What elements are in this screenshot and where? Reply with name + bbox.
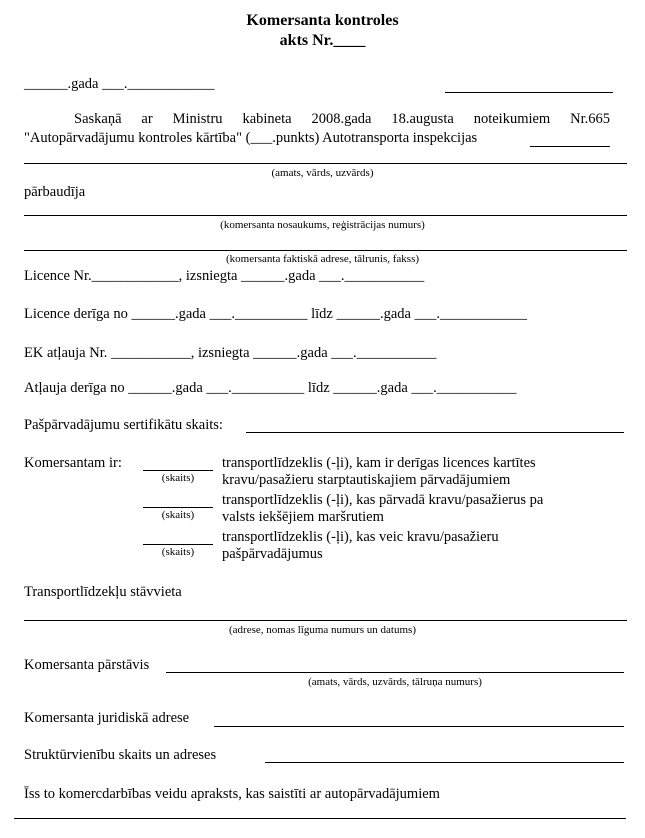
legal-address-label: Komersanta juridiskā adrese xyxy=(24,710,190,726)
company-caption: (komersanta nosaukums, reģistrācijas numurs) xyxy=(220,219,425,231)
official-field[interactable] xyxy=(24,163,627,164)
licence-number-field[interactable]: Licence Nr.____________, izsniegta ______.gada ___.___________ xyxy=(24,268,425,284)
vehicles-international-line2: kravu/pasažieru starptautiskajiem pārvadājumiem xyxy=(222,472,511,488)
vehicles-own-account-line1: transportlīdzeklis (-ļi), kas veic kravu/pasažieru xyxy=(222,529,499,545)
count-field-domestic[interactable] xyxy=(143,507,213,508)
place-field[interactable] xyxy=(445,92,613,93)
vehicles-domestic-line1: transportlīdzeklis (-ļi), kas pārvadā kravu/pasažierus pa xyxy=(222,492,544,508)
vehicles-international-line1: transportlīdzeklis (-ļi), kam ir derīgas licences kartītes xyxy=(222,455,536,471)
own-account-field[interactable] xyxy=(246,432,624,433)
vehicles-domestic-line2: valsts iekšējiem maršrutiem xyxy=(222,509,384,525)
count-field-own-account[interactable] xyxy=(143,544,213,545)
company-address-field[interactable] xyxy=(24,250,627,251)
company-name-field[interactable] xyxy=(24,215,627,216)
representative-field[interactable] xyxy=(166,672,624,673)
vehicles-own-account-line2: pašpārvadājumus xyxy=(222,546,323,562)
own-account-label: Pašpārvadājumu sertifikātu skaits: xyxy=(24,417,223,433)
document-title: Komersanta kontroles xyxy=(246,12,399,29)
count-caption-2: (skaits) xyxy=(161,509,195,521)
permit-validity-field[interactable]: Atļauja derīga no ______.gada ___.__________ līdz ______.gada ___.___________ xyxy=(24,380,517,396)
intro-line-2: "Autopārvadājumu kontroles kārtība" (___.punkts) Autotransporta inspekcijas xyxy=(24,130,478,146)
parking-label: Transportlīdzekļu stāvvieta xyxy=(24,584,182,600)
intro-line-1: Saskaņā ar Ministru kabineta 2008.gada 18.augusta noteikumiem Nr.665 xyxy=(74,111,610,127)
act-number: akts Nr.____ xyxy=(279,32,366,49)
branches-label: Struktūrvienību skaits un adreses xyxy=(24,747,217,763)
count-field-international[interactable] xyxy=(143,470,213,471)
inspector-field-start[interactable] xyxy=(530,146,610,147)
act-date-field[interactable]: ______.gada ___.____________ xyxy=(24,76,215,92)
description-field[interactable] xyxy=(14,818,626,819)
representative-caption: (amats, vārds, uzvārds, tālruņa numurs) xyxy=(308,676,482,688)
licence-validity-field[interactable]: Licence derīga no ______.gada ___.__________ līdz ______.gada ___.____________ xyxy=(24,306,527,322)
description-label: Īss to komercdarbības veidu apraksts, kas saistīti ar autopārvadājumiem xyxy=(24,786,440,802)
count-caption-3: (skaits) xyxy=(161,546,195,558)
official-caption: (amats, vārds, uzvārds) xyxy=(271,167,374,179)
checked-label: pārbaudīja xyxy=(24,184,86,200)
company-has-label: Komersantam ir: xyxy=(24,455,122,471)
parking-caption: (adrese, nomas līguma numurs un datums) xyxy=(229,624,416,636)
legal-address-field[interactable] xyxy=(214,726,624,727)
parking-field[interactable] xyxy=(24,620,627,621)
ek-permit-field[interactable]: EK atļauja Nr. ___________, izsniegta ______.gada ___.___________ xyxy=(24,345,437,361)
address-caption: (komersanta faktiskā adrese, tālrunis, fakss) xyxy=(225,253,420,265)
representative-label: Komersanta pārstāvis xyxy=(24,657,150,673)
count-caption-1: (skaits) xyxy=(161,472,195,484)
branches-field[interactable] xyxy=(265,762,624,763)
